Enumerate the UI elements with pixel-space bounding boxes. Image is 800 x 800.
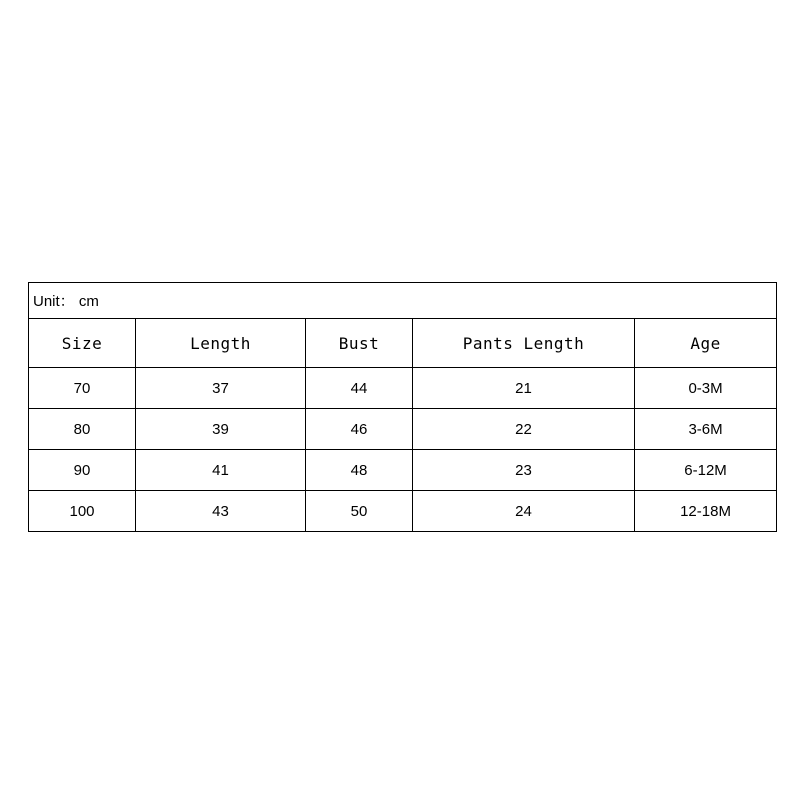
column-header-bust: Bust	[306, 319, 413, 368]
cell-age: 3-6M	[635, 409, 777, 450]
column-header-pants-length: Pants Length	[413, 319, 635, 368]
cell-length: 37	[136, 368, 306, 409]
cell-pants-length: 21	[413, 368, 635, 409]
unit-label: Unit： cm	[29, 283, 777, 319]
cell-length: 43	[136, 491, 306, 532]
unit-row	[29, 283, 777, 319]
table-row	[29, 450, 777, 491]
cell-bust: 46	[306, 409, 413, 450]
header-row	[29, 319, 777, 368]
cell-bust: 44	[306, 368, 413, 409]
cell-pants-length: 24	[413, 491, 635, 532]
cell-pants-length: 23	[413, 450, 635, 491]
cell-size: 80	[29, 409, 136, 450]
cell-size: 70	[29, 368, 136, 409]
cell-age: 6-12M	[635, 450, 777, 491]
column-header-length: Length	[136, 319, 306, 368]
cell-length: 41	[136, 450, 306, 491]
table-row	[29, 409, 777, 450]
cell-age: 12-18M	[635, 491, 777, 532]
column-header-size: Size	[29, 319, 136, 368]
cell-size: 100	[29, 491, 136, 532]
size-chart-table	[28, 282, 777, 532]
cell-bust: 48	[306, 450, 413, 491]
table-row	[29, 368, 777, 409]
column-header-age: Age	[635, 319, 777, 368]
cell-size: 90	[29, 450, 136, 491]
cell-length: 39	[136, 409, 306, 450]
table-row	[29, 491, 777, 532]
cell-bust: 50	[306, 491, 413, 532]
cell-age: 0-3M	[635, 368, 777, 409]
cell-pants-length: 22	[413, 409, 635, 450]
